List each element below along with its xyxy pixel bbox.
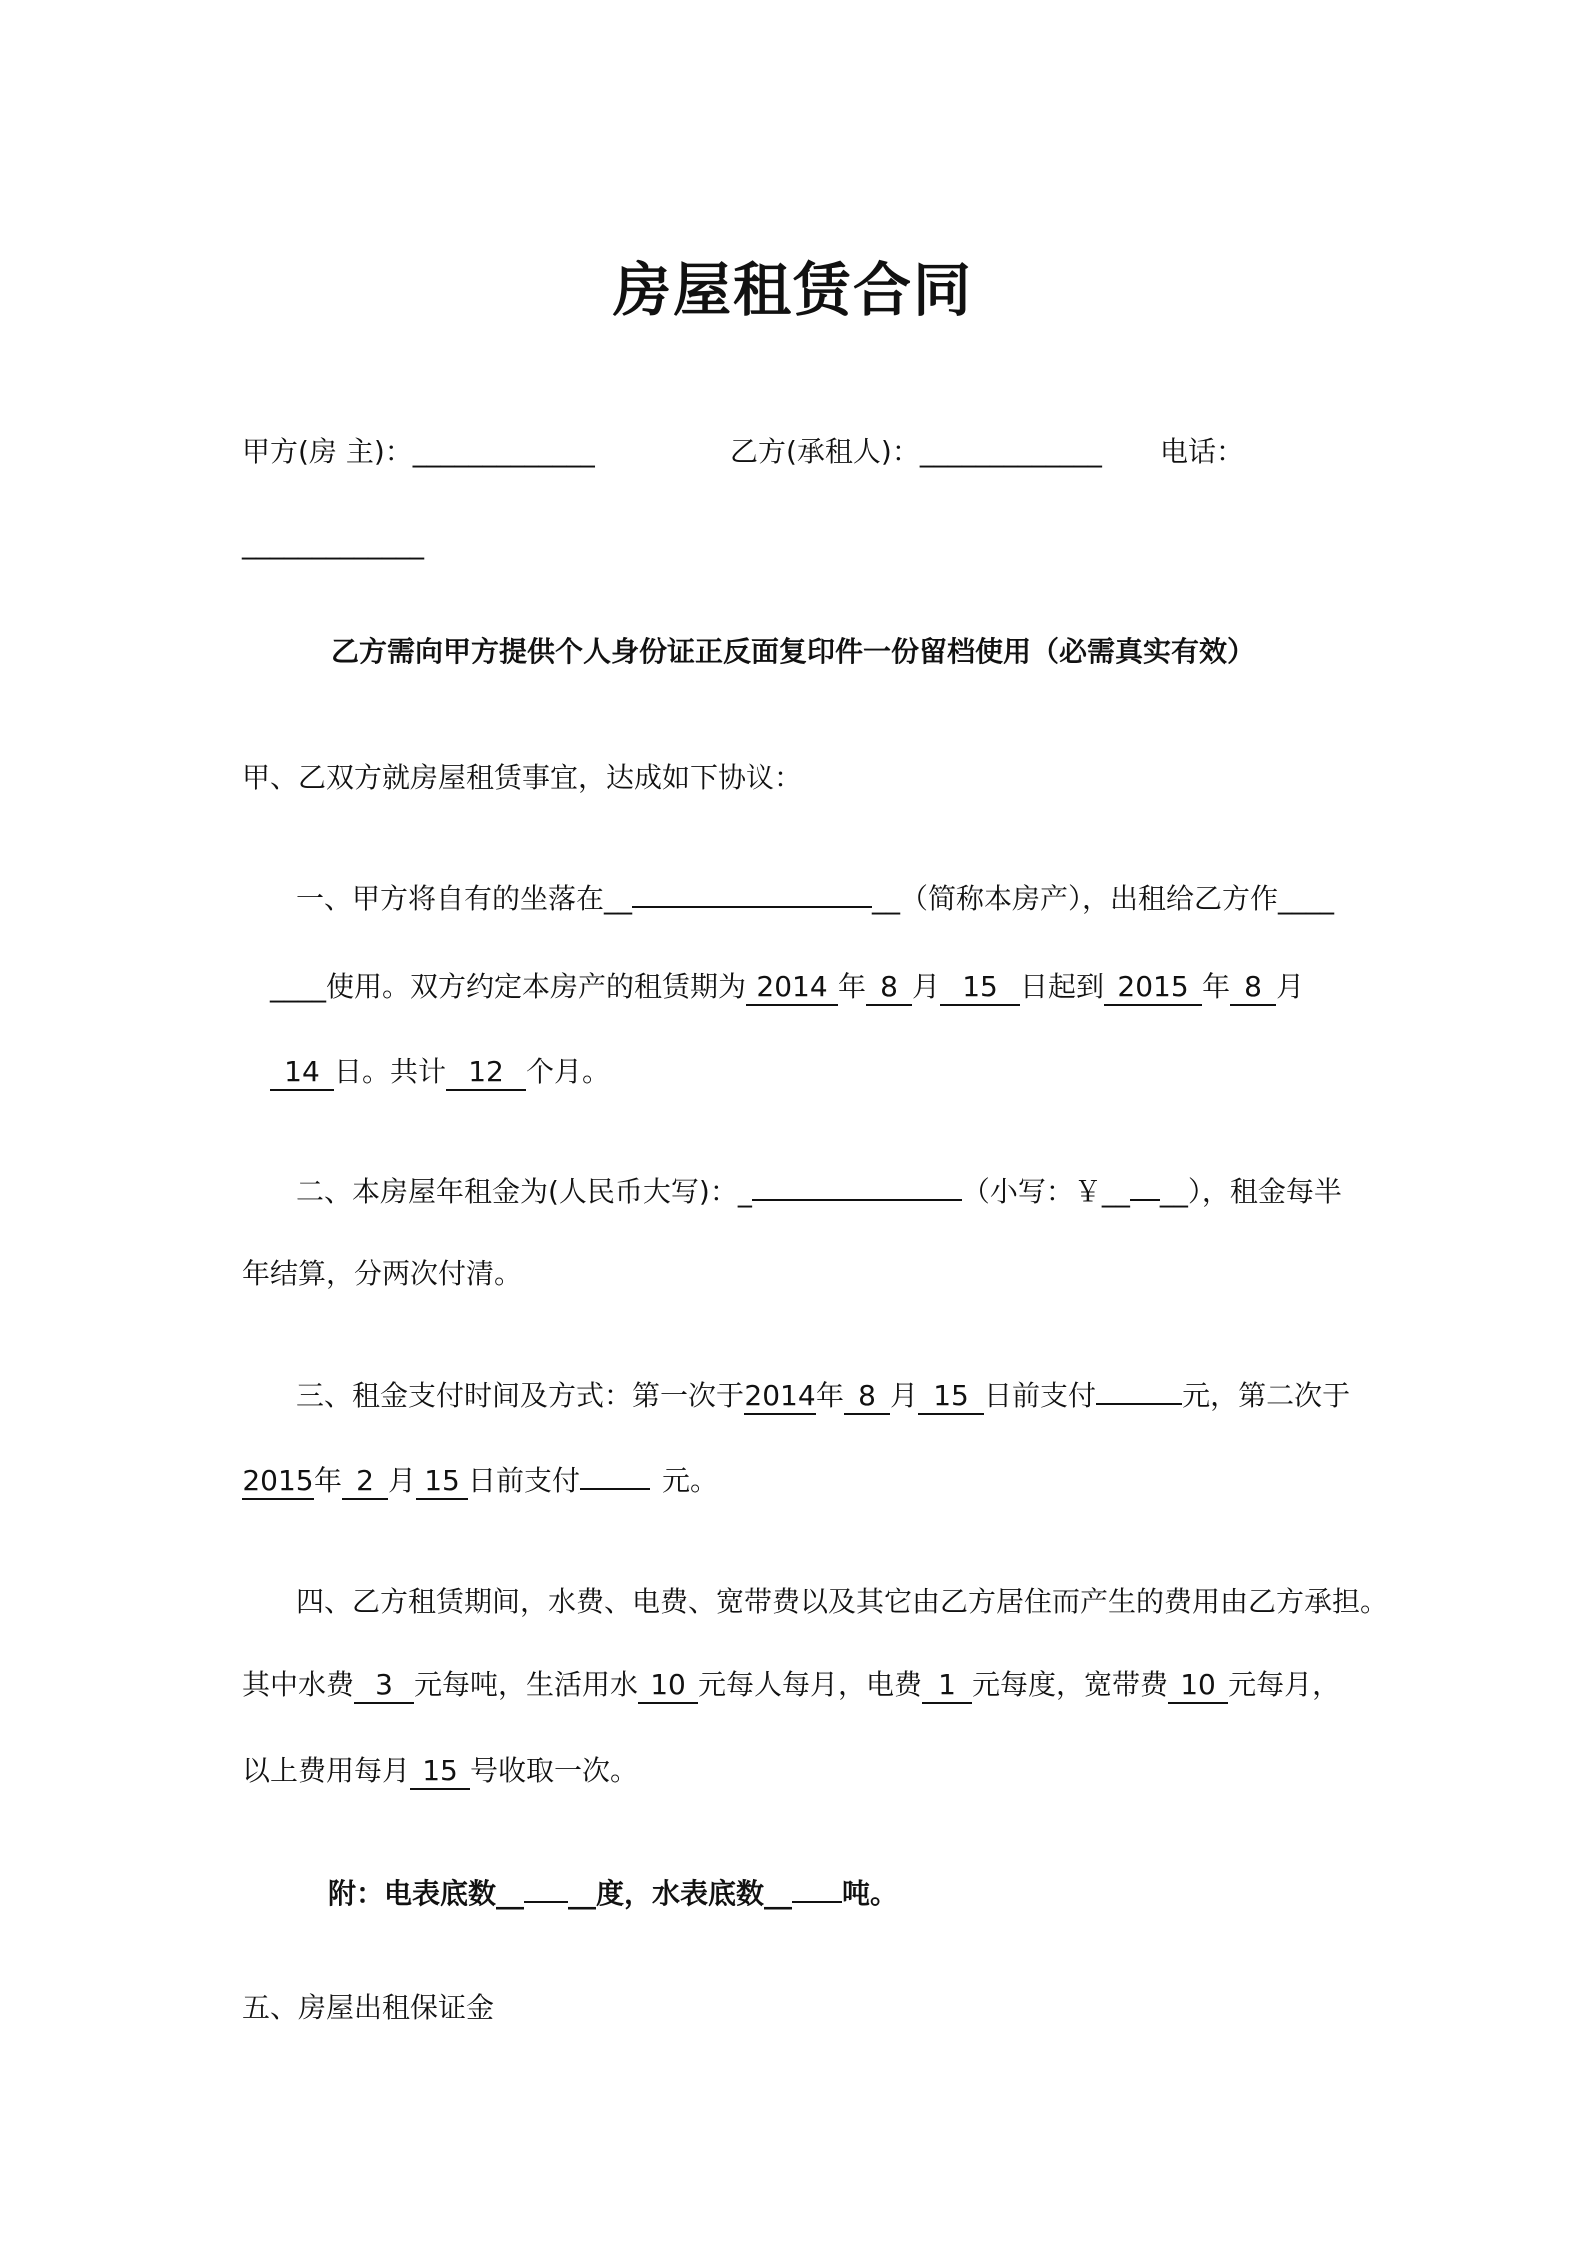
year-unit: 年 xyxy=(816,1379,845,1412)
water-fee-value: 3 xyxy=(354,1668,414,1704)
pay-before-text: 日前支付 xyxy=(468,1464,581,1497)
lease-start-year: 2014 xyxy=(746,970,838,1006)
second-payment-text: 元，第二次于 xyxy=(1182,1379,1351,1412)
ton-unit: 吨。 xyxy=(842,1877,899,1910)
clause4-line1: 四、乙方租赁期间，水费、电费、宽带费以及其它由乙方居住而产生的费用由乙方承担。 xyxy=(296,1585,1389,1618)
first-payment-year: 2014 xyxy=(744,1379,816,1415)
clause5-title: 五、房屋出租保证金 xyxy=(242,1991,495,2024)
clause2-text-c: __），租金每半 xyxy=(1159,1175,1342,1208)
phone-blank-line xyxy=(242,522,424,566)
water-meter-label: __度，水表底数__ xyxy=(568,1877,793,1910)
clause1-line3 xyxy=(270,1050,610,1094)
clause2-line1 xyxy=(296,1170,1342,1214)
clause1-text-b: __（简称本房产），出租给乙方作____ xyxy=(872,882,1335,915)
collect-label: 以上费用每月 xyxy=(242,1754,411,1787)
second-payment-month: 2 xyxy=(342,1464,388,1500)
agreement-intro: 甲、乙双方就房屋租赁事宜，达成如下协议： xyxy=(242,761,803,794)
yuan-end-text: 元。 xyxy=(662,1464,719,1497)
months-unit: 个月。 xyxy=(526,1055,611,1088)
broadband-fee-value: 10 xyxy=(1168,1668,1228,1704)
water-fee-unit: 元每吨，生活用水 xyxy=(414,1668,639,1701)
month-unit: 月 xyxy=(1276,970,1305,1003)
party-b-label: 乙方(承租人)： xyxy=(730,435,920,468)
party-a-blank: _____________ xyxy=(412,435,595,468)
collect-day: 15 xyxy=(410,1754,470,1790)
broadband-fee-unit: 元每月， xyxy=(1228,1668,1341,1701)
second-payment-year: 2015 xyxy=(242,1464,314,1500)
lease-start-day: 15 xyxy=(940,970,1020,1006)
property-address-blank xyxy=(632,906,872,908)
month-unit: 月 xyxy=(890,1379,919,1412)
first-payment-day: 15 xyxy=(918,1379,984,1415)
from-text: 日起到 xyxy=(1020,970,1105,1003)
electric-meter-blank xyxy=(524,1901,568,1903)
living-water-value: 10 xyxy=(638,1668,698,1704)
lease-end-month: 8 xyxy=(1230,970,1276,1006)
year-unit: 年 xyxy=(314,1464,343,1497)
clause3-text-a: 三、租金支付时间及方式：第一次于 xyxy=(296,1379,745,1412)
document-title: 房屋租赁合同 xyxy=(612,256,973,324)
living-water-unit: 元每人每月，电费 xyxy=(698,1668,923,1701)
clause4-line2 xyxy=(242,1663,1340,1707)
phone-label: 电话： xyxy=(1160,435,1245,468)
lease-end-day: 14 xyxy=(270,1055,334,1091)
water-meter-blank xyxy=(792,1901,842,1903)
id-copy-notice: 乙方需向甲方提供个人身份证正反面复印件一份留档使用（必需真实有效） xyxy=(330,635,1255,668)
collect-unit: 号收取一次。 xyxy=(470,1754,639,1787)
clause4-line3 xyxy=(242,1749,638,1793)
first-payment-month: 8 xyxy=(844,1379,890,1415)
clause2-text-b: （小写：￥__ xyxy=(961,1175,1130,1208)
clause1-text-c: ____使用。双方约定本房产的租赁期为 xyxy=(270,970,747,1003)
clause2-text-a: 二、本房屋年租金为(人民币大写)：_ xyxy=(296,1175,752,1208)
second-payment-amount-blank xyxy=(580,1488,650,1490)
parties-line xyxy=(242,430,595,474)
lease-end-year: 2015 xyxy=(1104,970,1202,1006)
clause2-line2: 年结算，分两次付清。 xyxy=(242,1257,523,1290)
party-a-label: 甲方(房 主)： xyxy=(242,435,413,468)
electric-fee-value: 1 xyxy=(922,1668,972,1704)
party-b-line xyxy=(730,430,1102,474)
clause3-line2 xyxy=(242,1459,718,1503)
first-payment-amount-blank xyxy=(1096,1403,1182,1405)
phone-line xyxy=(1160,430,1244,474)
lease-total-months: 12 xyxy=(446,1055,526,1091)
water-fee-label: 其中水费 xyxy=(242,1668,355,1701)
electric-fee-unit: 元每度，宽带费 xyxy=(972,1668,1169,1701)
year-unit: 年 xyxy=(1202,970,1231,1003)
party-b-blank: _____________ xyxy=(919,435,1102,468)
day-unit: 日。共计 xyxy=(334,1055,447,1088)
clause3-line1 xyxy=(296,1374,1350,1418)
meter-readings-line xyxy=(328,1872,898,1916)
pay-before-text: 日前支付 xyxy=(984,1379,1097,1412)
year-unit: 年 xyxy=(838,970,867,1003)
annual-rent-uppercase-blank xyxy=(752,1199,962,1201)
annual-rent-number-blank xyxy=(1130,1199,1160,1201)
clause1-line1 xyxy=(296,877,1334,921)
electric-meter-label: 附：电表底数__ xyxy=(328,1877,525,1910)
month-unit: 月 xyxy=(912,970,941,1003)
lease-start-month: 8 xyxy=(866,970,912,1006)
month-unit: 月 xyxy=(388,1464,417,1497)
second-payment-day: 15 xyxy=(416,1464,468,1500)
clause1-text-a: 一、甲方将自有的坐落在__ xyxy=(296,882,633,915)
clause1-line2 xyxy=(270,965,1304,1009)
phone-blank: _____________ xyxy=(242,527,424,560)
